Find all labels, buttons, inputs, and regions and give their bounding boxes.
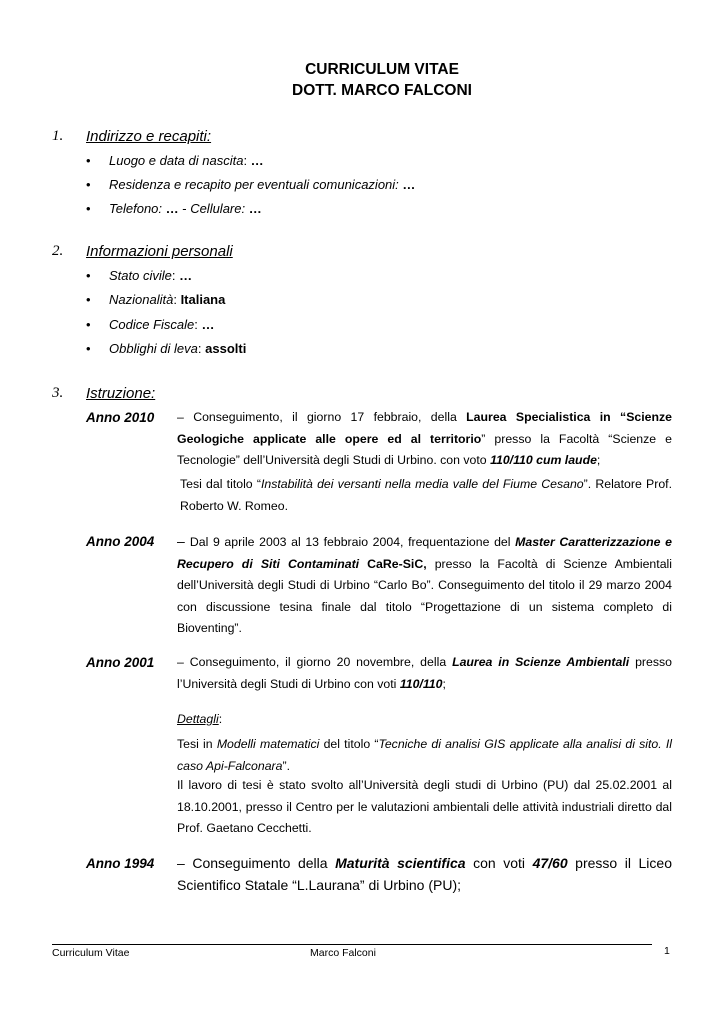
footer-divider: [52, 944, 652, 945]
bullet-icon: •: [86, 153, 91, 168]
bullet-icon: •: [86, 268, 91, 283]
bullet-icon: •: [86, 341, 91, 356]
entry-2001-thesis: Tesi in Modelli matematici del titolo “Tecniche di analisi GIS applicate alla analisi di sito. Il caso Api-Falconara”.: [177, 737, 672, 773]
document-subtitle: DOTT. MARCO FALCONI: [292, 82, 472, 99]
bullet-icon: •: [86, 292, 91, 307]
entry-2001-description: – Conseguimento, il giorno 20 novembre, della Laurea in Scienze Ambientali presso l’Università degli Studi di Urbino con voti 110/110;: [177, 655, 673, 691]
section-title: Indirizzo e recapiti:: [86, 128, 212, 145]
entry-year-1994: Anno 1994: [86, 856, 155, 871]
footer-center-text: Marco Falconi: [310, 947, 376, 959]
section-number: 3.: [52, 385, 64, 401]
bullet-icon: •: [86, 317, 91, 332]
bullet-icon: •: [86, 177, 91, 192]
entry-2001-work-note: Il lavoro di tesi è stato svolto all’Università degli studi di Urbino (PU) dal 25.02.2001 al 18.10.2001, presso il Centro per le valutazioni ambientali delle attività industriali diretto dal Prof. Gaetano Cecchetti.: [177, 778, 672, 835]
entry-year-2004: Anno 2004: [86, 534, 155, 549]
entry-1994-description: – Conseguimento della Maturità scientifica con voti 47/60 presso il Liceo Scientifico Statale “L.Laurana” di Urbino (PU);: [177, 855, 672, 893]
entry-2010-description: – Conseguimento, il giorno 17 febbraio, della Laurea Specialistica in “Scienze Geologiche applicate alle opere ed al territorio” presso la Facoltà “Scienze e Tecnologie” dell’Università degli Studi di Urbino. con voto 110/110 cum laude;: [177, 410, 672, 467]
entry-2004-description: – Dal 9 aprile 2003 al 13 febbraio 2004, frequentazione del Master Caratterizzazione e Recupero di Siti Contaminati CaRe-SiC, presso la Facoltà di Scienze Ambientali dell’Università degli Studi di Urbino “Carlo Bo”. Conseguimento del titolo il 29 marzo 2004 con discussione tesina finale dal titolo “Progettazione di un sistema completo di Bioventing”.: [177, 533, 672, 635]
entry-year-2010: Anno 2010: [86, 410, 155, 425]
bullet-icon: •: [86, 201, 91, 216]
entry-year-2001: Anno 2001: [86, 655, 155, 670]
section-title: Istruzione:: [86, 385, 156, 402]
page-number: 1: [664, 945, 670, 957]
section-number: 1.: [52, 128, 64, 144]
entry-2001-details-label: Dettagli:: [177, 712, 223, 726]
section-title: Informazioni personali: [86, 243, 233, 260]
footer-left-text: Curriculum Vitae: [52, 947, 130, 959]
document-title: CURRICULUM VITAE: [305, 61, 459, 78]
section-number: 2.: [52, 243, 64, 259]
cv-page: CURRICULUM VITAE DOTT. MARCO FALCONI 1. Indirizzo e recapiti: • Luogo e data di nascita: … • Residenza e recapito per eventuali comunicazioni: … • Telefono: … - Cellulare: … 2. Informazioni personali • Stato civile: … • Nazionalità: Italiana • Codice Fiscale: … • Obblighi di leva: assolti 3. Istruzione: Anno 2010 – Conseguimento, il giorno 17 febbraio, della Laurea Specialistica in “Scienze Geologiche applicate alle opere ed al territorio” presso la Facoltà “Scienze e Tecnologie” dell’Università degli Studi di Urbino. con voto 110/110 cum laude; Tesi dal titolo “Instabilità dei versanti nella media valle del Fiume Cesano”. Relatore Prof. Roberto W. Romeo. Anno 2004 – Dal 9 aprile 2003 al 13 febbraio 2004, frequentazione del Master Caratterizzazione e Recupero di Siti Contaminati CaRe-SiC, presso la Facoltà di Scienze Ambientali dell’Università degli Studi di Urbino “Carlo Bo”. Conseguimento del titolo il 29 marzo 2004 con discussione tesina finale dal titolo “Progettazione di un sistema completo di Bioventing”. Anno 2001 – Conseguimento, il giorno 20 novembre, della Laurea in Scienze Ambientali presso l’Università degli Studi di Urbino con voti 110/110; Dettagli: Tesi in Modelli matematici del titolo “Tecniche di analisi GIS applicate alla analisi di sito. Il caso Api-Falconara”. Il lavoro di tesi è stato svolto all’Università degli studi di Urbino (PU) dal 25.02.2001 al 18.10.2001, presso il Centro per le valutazioni ambientali delle attività industriali diretto dal Prof. Gaetano Cecchetti. Anno 1994 – Conseguimento della Maturità scientifica con voti 47/60 presso il Liceo Scientifico Statale “L.Laurana” di Urbino (PU); Curriculum Vitae Marco Falconi 1: [0, 0, 724, 1024]
entry-2010-thesis: Tesi dal titolo “Instabilità dei versanti nella media valle del Fiume Cesano”. Relatore Prof. Roberto W. Romeo.: [180, 477, 672, 513]
